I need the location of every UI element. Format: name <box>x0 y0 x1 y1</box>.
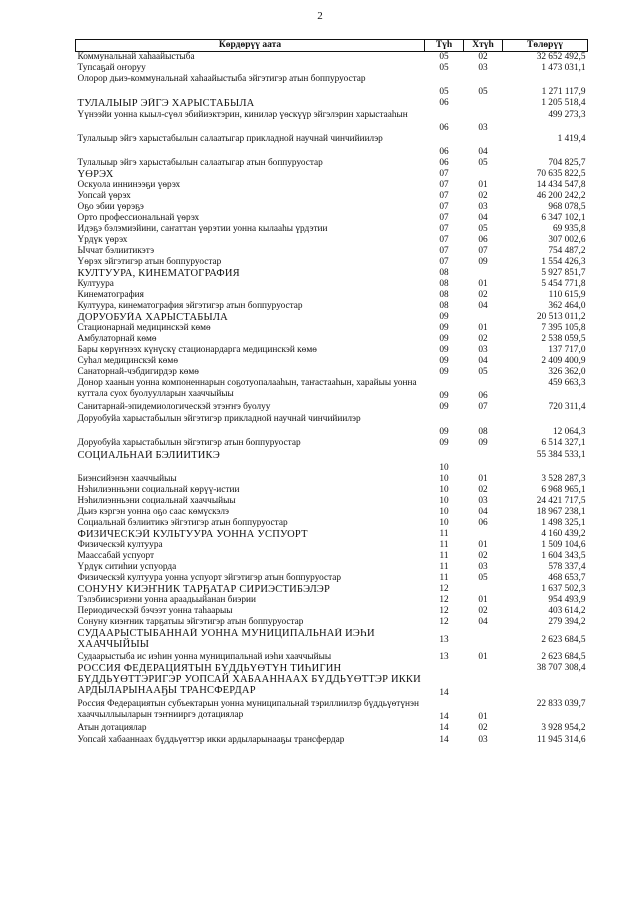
row-amount: 7 395 105,8 <box>541 323 586 333</box>
row-section-code: 08 <box>439 290 449 300</box>
table-row <box>76 158 588 169</box>
row-name: Доруобуйа харыстабылын эйгэтигэр прикладной научнай чинчийиилэр <box>77 414 361 424</box>
row-amount: 11 945 314,6 <box>537 735 586 745</box>
row-section-code: 07 <box>439 246 449 256</box>
row-name: ҮӨРЭХ <box>77 169 114 180</box>
row-section-code: 13 <box>439 634 449 645</box>
row-section-code: 07 <box>439 191 449 201</box>
table-row <box>76 540 588 551</box>
row-name: СОНУНУ КИЭҤНИК ТАРҔАТАР СИРИЭСТИБЭЛЭР <box>77 584 331 595</box>
row-name: Тулалыыр эйгэ харыстабылын салаатыгар атын боппуруостар <box>77 158 323 168</box>
row-name: Кинематография <box>77 290 144 300</box>
row-section-code: 14 <box>439 723 449 733</box>
row-name: ДОРУОБУЙА ХАРЫСТАБЫЛА <box>77 312 228 323</box>
row-section-code: 06 <box>439 147 449 157</box>
row-amount: 1 205 518,4 <box>541 98 586 108</box>
row-amount: 279 394,2 <box>548 617 586 627</box>
row-section-code: 12 <box>439 606 449 616</box>
row-section-code: 05 <box>439 63 449 73</box>
row-name: Амбулаторнай көмө <box>77 334 157 344</box>
table-row <box>76 345 588 356</box>
row-amount: 137 717,0 <box>548 345 586 355</box>
table-row <box>76 378 588 402</box>
row-section-code: 10 <box>439 474 449 484</box>
table-row <box>76 202 588 213</box>
row-section-code: 09 <box>439 438 449 448</box>
section-row <box>76 312 588 323</box>
row-name: Идэҕэ бэлэмиэйини, саҥаттан үөрэтии уонна кылааһы үрдэтии <box>77 224 328 234</box>
table-row <box>76 301 588 312</box>
row-amount: 55 384 533,1 <box>536 450 586 460</box>
row-name: Ыччат бэлиитикэтэ <box>77 246 155 256</box>
row-amount: 3 928 954,2 <box>541 723 586 733</box>
row-subsection-code: 03 <box>478 562 488 572</box>
table-row <box>76 323 588 334</box>
row-section-code: 13 <box>439 652 449 662</box>
table-row <box>76 402 588 414</box>
row-amount: 1 498 325,1 <box>541 518 586 528</box>
budget-table <box>75 39 588 749</box>
row-amount: 69 935,8 <box>552 224 586 234</box>
row-amount: 110 615,9 <box>548 290 586 300</box>
table-row <box>76 723 588 735</box>
row-subsection-code: 02 <box>478 551 488 561</box>
row-section-code: 05 <box>439 87 449 97</box>
row-section-code: 12 <box>439 617 449 627</box>
table-row <box>76 652 588 663</box>
row-section-code: 14 <box>439 688 449 698</box>
row-name: Биэнсийэнэн хааччыйыы <box>77 474 177 484</box>
row-subsection-code <box>464 312 503 323</box>
row-name: Тулалыыр эйгэ харыстабылын салаатыгар прикладной научнай чинчийиилэр <box>77 134 383 144</box>
row-name: Коммунальнай хаһаайыстыба <box>77 52 195 62</box>
table-row <box>76 438 588 450</box>
row-section-code: 09 <box>439 402 449 412</box>
row-subsection-code: 03 <box>478 496 488 506</box>
row-subsection-code: 07 <box>478 402 488 412</box>
row-section-code: 10 <box>439 507 449 517</box>
table-row <box>76 235 588 246</box>
row-amount: 4 160 439,2 <box>541 529 586 539</box>
table-row <box>76 606 588 617</box>
row-section-code: 09 <box>439 323 449 333</box>
row-subsection-code: 03 <box>478 202 488 212</box>
row-name: Орто профессиональнай үөрэх <box>77 213 200 223</box>
row-amount: 968 078,5 <box>548 202 586 212</box>
row-subsection-code: 02 <box>478 606 488 616</box>
row-subsection-code: 04 <box>478 356 488 366</box>
row-name: Бары көрүҥнээх күнүскү стационардарга медицинскэй көмө <box>77 345 317 355</box>
row-name: Атын дотациялар <box>77 723 147 733</box>
column-header-section: Түһ <box>425 40 464 52</box>
row-name: Нэһилиэнньэни социальнай хааччыйыы <box>77 496 236 506</box>
row-amount: 2 623 684,5 <box>541 634 586 645</box>
table-row <box>76 246 588 257</box>
section-row <box>76 450 588 474</box>
table-row <box>76 414 588 438</box>
row-section-code: 12 <box>439 595 449 605</box>
row-section-code: 07 <box>439 224 449 234</box>
row-section-code: 11 <box>439 529 449 539</box>
row-subsection-code: 02 <box>478 334 488 344</box>
row-amount: 12 064,3 <box>552 427 586 437</box>
row-name: ТУЛАЛЫЫР ЭЙГЭ ХАРЫСТАБЫЛА <box>77 98 255 109</box>
section-row <box>76 584 588 595</box>
row-subsection-code <box>464 584 503 595</box>
row-subsection-code: 06 <box>478 391 488 401</box>
row-section-code: 10 <box>439 496 449 506</box>
row-subsection-code: 01 <box>478 540 488 550</box>
row-subsection-code: 02 <box>478 723 488 733</box>
row-subsection-code: 08 <box>478 427 488 437</box>
row-subsection-code: 05 <box>478 367 488 377</box>
row-subsection-code: 03 <box>478 345 488 355</box>
row-name: Донор хаанын уонна компоненнарын соҕотуопалааһын, таҥастааһын, харайыы уонна куттала суох буолуулларын хааччыйыы <box>77 378 417 399</box>
row-section-code: 10 <box>439 518 449 528</box>
row-name: Суһал медицинскэй көмө <box>77 356 178 366</box>
table-row <box>76 110 588 134</box>
row-name: Үүнээйи уонна кыыл-сүөл эбийиэктэрин, киниләр үөскүүр эйгэлэрин харыстааһын <box>77 110 408 120</box>
table-row <box>76 367 588 378</box>
table-row <box>76 507 588 518</box>
row-amount: 3 528 287,3 <box>541 474 586 484</box>
row-amount: 1 637 502,3 <box>541 584 586 594</box>
row-amount: 5 927 851,7 <box>541 268 586 278</box>
row-subsection-code: 02 <box>478 52 488 62</box>
row-subsection-code <box>464 450 503 474</box>
row-subsection-code: 04 <box>478 213 488 223</box>
row-amount: 14 434 547,8 <box>536 180 586 190</box>
row-name: Судаарыстыба ис иэһин уонна муниципальнай иэһи хааччыйыы <box>77 652 332 662</box>
row-name: Үөрэх эйгэтигэр атын боппуруостар <box>77 257 222 267</box>
row-name: Сонуну киэҥник тарҕатыы эйгэтигэр атын боппуруостар <box>77 617 304 627</box>
row-subsection-code <box>464 268 503 279</box>
table-row <box>76 496 588 507</box>
row-section-code: 08 <box>439 268 449 278</box>
table-row <box>76 74 588 98</box>
column-header-name: Көрдөрүү аата <box>76 40 425 52</box>
row-amount: 2 409 400,9 <box>541 356 586 366</box>
row-name: КУЛТУУРА, КИНЕМАТОГРАФИЯ <box>77 268 240 279</box>
row-section-code: 12 <box>439 584 449 594</box>
row-amount: 20 513 011,2 <box>537 312 586 322</box>
table-row <box>76 617 588 628</box>
row-section-code: 07 <box>439 257 449 267</box>
row-section-code: 09 <box>439 391 449 401</box>
column-header-subsection: Хтүһ <box>464 40 503 52</box>
row-amount: 459 663,3 <box>548 378 586 388</box>
row-name: Олорор дьиэ-коммунальнай хаһаайыстыба эйгэтигэр атын боппуруостар <box>77 74 366 84</box>
row-subsection-code: 01 <box>478 652 488 662</box>
row-amount: 18 967 238,1 <box>536 507 586 517</box>
row-subsection-code: 04 <box>478 147 488 157</box>
table-row <box>76 63 588 74</box>
table-row <box>76 735 588 749</box>
row-name: Үрдүк ситиһии успуорда <box>77 562 177 572</box>
row-name: Тупсаҕай оҥоруу <box>77 63 146 73</box>
table-row <box>76 573 588 584</box>
table-row <box>76 191 588 202</box>
row-name: Нэһилиэнньэни социальнай көрүү-истии <box>77 485 240 495</box>
row-amount: 954 493,9 <box>548 595 586 605</box>
row-name: Оскуола иннинээҕи үөрэх <box>77 180 181 190</box>
row-section-code: 06 <box>439 123 449 133</box>
row-section-code: 14 <box>439 735 449 745</box>
row-subsection-code <box>464 628 503 652</box>
row-amount: 720 311,4 <box>548 402 586 412</box>
row-section-code: 11 <box>439 551 449 561</box>
row-subsection-code: 01 <box>478 712 488 722</box>
table-header-row <box>76 40 588 52</box>
table-row <box>76 279 588 290</box>
table-row <box>76 518 588 529</box>
row-amount: 1 271 117,9 <box>541 87 586 97</box>
row-name: СОЦИАЛЬНАЙ БЭЛИИТИКЭ <box>77 450 221 461</box>
row-name: Доруобуйа харыстабылын эйгэтигэр атын боппуруостар <box>77 438 301 448</box>
row-name: Маассабай успуорт <box>77 551 155 561</box>
row-section-code: 07 <box>439 180 449 190</box>
row-amount: 6 347 102,1 <box>541 213 586 223</box>
row-section-code: 09 <box>439 312 449 322</box>
row-amount: 24 421 717,5 <box>536 496 586 506</box>
row-name: Россия Федерациятын субъектарын уонна муниципальнай тэриллиилэр бүддьүөтүнэн хааччыллыыларын тэҥнииргэ дотациялар <box>77 699 419 720</box>
row-subsection-code: 03 <box>478 63 488 73</box>
row-name: Култуура, кинематография эйгэтигэр атын боппуруостар <box>77 301 303 311</box>
table-row <box>76 290 588 301</box>
row-section-code: 11 <box>439 540 449 550</box>
row-subsection-code: 05 <box>478 224 488 234</box>
row-amount: 1 554 426,3 <box>541 257 586 267</box>
row-amount: 6 968 965,1 <box>541 485 586 495</box>
row-section-code: 06 <box>439 158 449 168</box>
row-amount: 38 707 308,4 <box>536 663 586 673</box>
row-subsection-code <box>464 98 503 110</box>
row-subsection-code: 01 <box>478 595 488 605</box>
row-amount: 1 419,4 <box>557 134 586 144</box>
row-section-code: 08 <box>439 301 449 311</box>
row-name: Стационарнай медицинскэй көмө <box>77 323 211 333</box>
row-amount: 32 652 492,5 <box>536 52 586 62</box>
table-row <box>76 224 588 235</box>
row-name: Уопсай үөрэх <box>77 191 131 201</box>
row-subsection-code: 03 <box>478 735 488 745</box>
row-subsection-code: 01 <box>478 279 488 289</box>
row-amount: 22 833 039,7 <box>536 699 586 709</box>
section-row <box>76 529 588 540</box>
row-name: ФИЗИЧЕСКЭЙ КУЛЬТУУРА УОННА УСПУОРТ <box>77 529 308 540</box>
table-row <box>76 562 588 573</box>
row-section-code: 11 <box>439 562 449 572</box>
row-name: Оҕо эбии үөрэҕэ <box>77 202 144 212</box>
row-subsection-code: 06 <box>478 518 488 528</box>
row-amount: 499 273,3 <box>548 110 586 120</box>
row-section-code: 07 <box>439 202 449 212</box>
row-amount: 6 514 327,1 <box>541 438 586 448</box>
table-row <box>76 334 588 345</box>
row-name: Култуура <box>77 279 114 289</box>
row-subsection-code: 09 <box>478 257 488 267</box>
table-row <box>76 699 588 723</box>
table-row <box>76 485 588 496</box>
table-row <box>76 257 588 268</box>
row-amount: 2 538 059,5 <box>541 334 586 344</box>
row-subsection-code: 04 <box>478 301 488 311</box>
row-subsection-code: 02 <box>478 485 488 495</box>
row-section-code: 14 <box>439 712 449 722</box>
section-row <box>76 628 588 652</box>
row-amount: 704 825,7 <box>548 158 586 168</box>
column-header-amount: Төлөрүү <box>503 40 588 52</box>
row-name: Физическэй култуура уонна успуорт эйгэтигэр атын боппуруостар <box>77 573 342 583</box>
row-subsection-code: 05 <box>478 87 488 97</box>
row-subsection-code: 03 <box>478 123 488 133</box>
row-amount: 307 002,6 <box>548 235 586 245</box>
row-section-code: 10 <box>439 485 449 495</box>
table-row <box>76 180 588 191</box>
table-row <box>76 52 588 64</box>
row-subsection-code <box>464 663 503 699</box>
row-amount: 1 473 031,1 <box>541 63 586 73</box>
row-subsection-code: 01 <box>478 180 488 190</box>
page-number: 2 <box>317 10 323 22</box>
row-name: Санитарнай-эпидемиологическэй этэҥҥэ буолуу <box>77 402 271 412</box>
row-section-code: 11 <box>439 573 449 583</box>
row-name: Тэлэбиисэриэни уонна араадьыйанан биэрии <box>77 595 256 605</box>
row-name: Санаторнай-чэбдигирдэр көмө <box>77 367 199 377</box>
row-section-code: 09 <box>439 427 449 437</box>
row-amount: 754 487,2 <box>548 246 586 256</box>
row-amount: 468 653,7 <box>548 573 586 583</box>
table-row <box>76 551 588 562</box>
row-name: Социальнай бэлиитикэ эйгэтигэр атын боппуруостар <box>77 518 288 528</box>
table-row <box>76 213 588 224</box>
row-subsection-code: 02 <box>478 191 488 201</box>
row-section-code: 07 <box>439 235 449 245</box>
table-row <box>76 595 588 606</box>
table-row <box>76 134 588 158</box>
row-amount: 403 614,2 <box>548 606 586 616</box>
row-subsection-code: 01 <box>478 474 488 484</box>
row-amount: 1 604 343,5 <box>541 551 586 561</box>
row-name: Физическэй култуура <box>77 540 163 550</box>
table-row <box>76 356 588 367</box>
row-subsection-code: 01 <box>478 323 488 333</box>
row-subsection-code: 07 <box>478 246 488 256</box>
row-amount: 578 337,4 <box>548 562 586 572</box>
row-subsection-code: 02 <box>478 290 488 300</box>
row-section-code: 07 <box>439 213 449 223</box>
row-section-code: 09 <box>439 356 449 366</box>
row-subsection-code: 09 <box>478 438 488 448</box>
row-section-code: 06 <box>439 98 449 108</box>
row-subsection-code <box>464 529 503 540</box>
row-amount: 2 623 684,5 <box>541 652 586 662</box>
row-name: Уопсай хабааннаах бүддьүөттэр икки ардыларынааҕы трансфердар <box>77 735 345 745</box>
row-section-code: 05 <box>439 52 449 62</box>
row-subsection-code: 06 <box>478 235 488 245</box>
section-row <box>76 169 588 180</box>
table-row <box>76 474 588 485</box>
row-subsection-code: 04 <box>478 617 488 627</box>
row-amount: 70 635 822,5 <box>536 169 586 179</box>
row-amount: 5 454 771,8 <box>541 279 586 289</box>
section-row <box>76 268 588 279</box>
row-section-code: 09 <box>439 345 449 355</box>
row-subsection-code: 05 <box>478 158 488 168</box>
row-amount: 1 509 104,6 <box>541 540 586 550</box>
row-section-code: 08 <box>439 279 449 289</box>
section-row <box>76 663 588 699</box>
row-name: Үрдүк үөрэх <box>77 235 128 245</box>
row-name: Дьиэ кэргэн уонна оҕо саас көмүскэлэ <box>77 507 229 517</box>
row-section-code: 07 <box>439 169 449 179</box>
row-subsection-code: 04 <box>478 507 488 517</box>
section-row <box>76 98 588 110</box>
row-subsection-code: 05 <box>478 573 488 583</box>
row-section-code: 10 <box>439 463 449 473</box>
row-section-code: 09 <box>439 334 449 344</box>
row-section-code: 09 <box>439 367 449 377</box>
row-name: Периодическэй бэчээт уонна таһаарыы <box>77 606 233 616</box>
row-amount: 362 464,0 <box>548 301 586 311</box>
row-name: РОССИЯ ФЕДЕРАЦИЯТЫН БҮДДЬҮӨТҮН ТИҺИГИН БҮДДЬҮӨТТЭРИГЭР УОПСАЙ ХАБААННААХ БҮДДЬҮӨТТЭР ИККИ АРДЫЛАРЫНААҔЫ ТРАНСФЕРДАР <box>77 663 421 696</box>
row-name: СУДААРЫСТЫБАННАЙ УОННА МУНИЦИПАЛЬНАЙ ИЭҺИ ХААЧЧЫЙЫЫ <box>77 628 375 650</box>
row-subsection-code <box>464 169 503 180</box>
row-amount: 326 362,0 <box>548 367 586 377</box>
table-body <box>76 52 588 750</box>
row-amount: 46 200 242,2 <box>536 191 586 201</box>
